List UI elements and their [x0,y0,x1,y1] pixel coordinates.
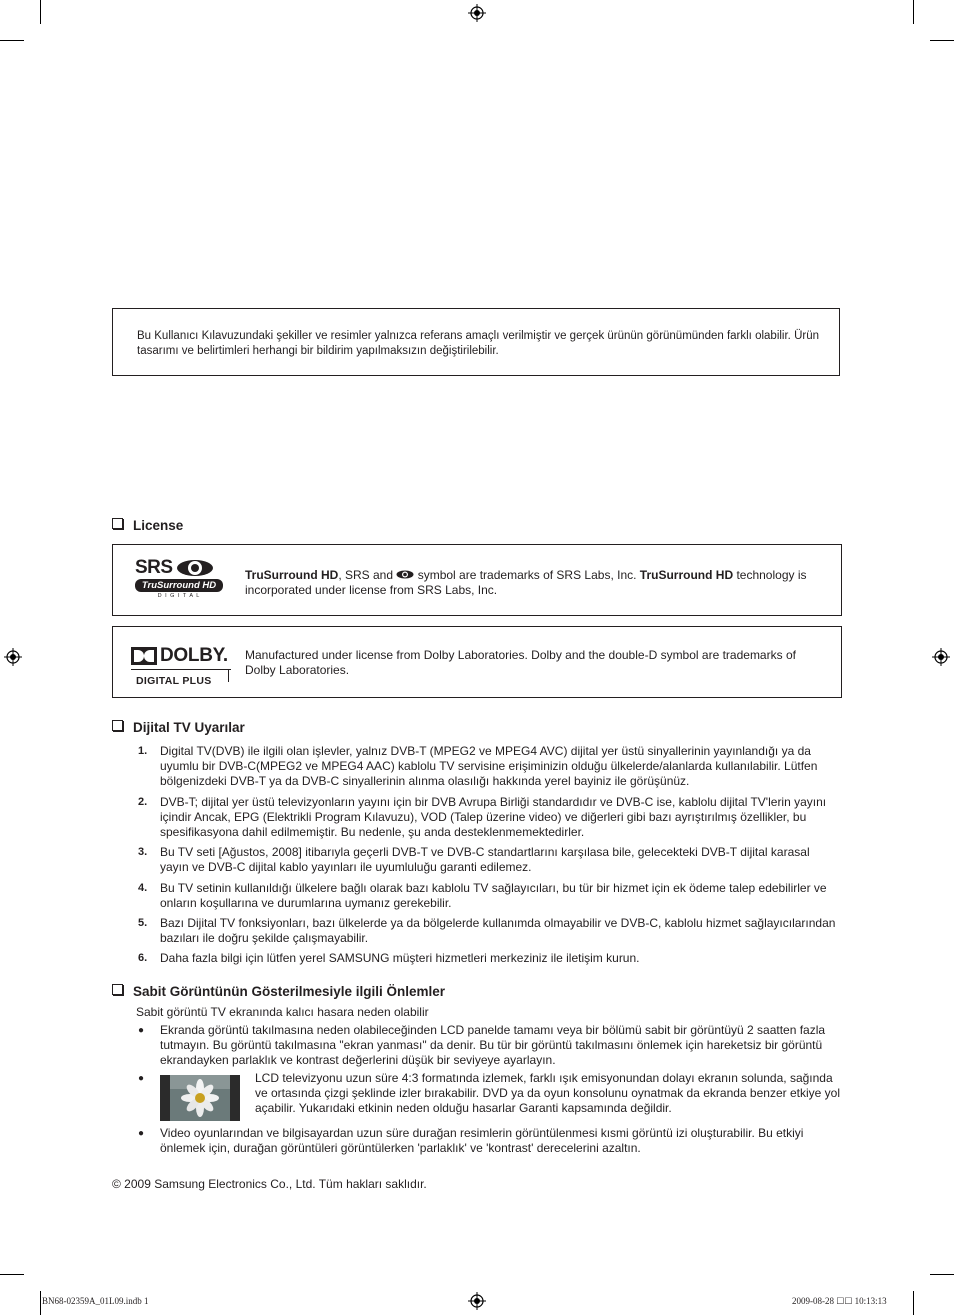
srs-license-box [112,544,842,616]
checkbox-square-icon [112,720,123,731]
crop-mark [930,40,954,41]
flower-icon [160,1075,240,1121]
dolby-license-box [112,626,842,698]
crop-mark [930,1274,954,1275]
registration-mark-icon [468,4,486,22]
checkbox-square-icon [112,518,123,529]
footer-timestamp: 2009-08-28 ☐☐ 10:13:13 [792,1296,887,1306]
list-item: 1. Digital TV(DVB) ile ilgili olan işlevler, yalnız DVB-T (MPEG2 ve MPEG4 AVC) dijital yer üstü sinyallerinin yayınlandığı ya da uyumlu bir DVB-C(MPEG2 ve MPEG4 AAC) kablolu TV servisine erişiminizin olduğu ülkelerde/alanlarda kullanılabilir. Lütfen bölgenizdeki DVB-T ya da DVB-C sinyallerinin alınma olasılığı hakkında yerel bayiniz ile görüşünüz. [138,744,818,788]
crop-mark [0,40,24,41]
still-image-intro: Sabit görüntü TV ekranında kalıcı hasara neden olabilir [136,1005,429,1019]
list-item: 2. DVB-T; dijital yer üstü televizyonların yayını için bir DVB Avrupa Birliği standardıdır ve DVB-C ise, kablolu dijital TV'lerin yayını içindir Ancak, EPG (Elektrikli Program Kılavuzu), VOD (Talep üzerine video) ve diğerleri gibi bazı ayrıştırılmış özellikler, bu spesifikasyona dahil edilmemiştir. Bu nedenle, şu anda desteklenmemektedirler. [138,795,827,839]
list-item: ● Video oyunlarından ve bilgisayardan uzun süre durağan resimlerin görüntülenmesi kısmi görüntü izi oluşturabilir. Bu etkiyi önlemek için, durağan görüntüleri görüntülerken 'parlaklık' ve 'kontrast' derecelerini azaltın. [138,1126,804,1155]
copyright-text: © 2009 Samsung Electronics Co., Ltd. Tüm hakları saklıdır. [112,1177,427,1191]
srs-symbol-icon [396,570,414,579]
disclaimer-box [112,308,840,376]
checkbox-square-icon [112,984,123,995]
srs-circle-icon [175,559,215,577]
dolby-logo: DOLBY. DIGITAL PLUS [131,645,231,685]
dolby-double-d-icon [131,647,157,665]
crop-mark [40,0,41,24]
list-item: 3. Bu TV seti [Ağustos, 2008] itibarıyla geçerli DVB-T ve DVB-C standartlarını karşılasa bile, gelecekteki DVB-T dijital karasal yayın ve DVB-C dijital kablo yayınları ile uyumluluğu garanti edilemez. [138,845,810,874]
list-item: ● Ekranda görüntü takılmasına neden olabileceğinden LCD panelde tamamı veya bir bölümü sabit bir görüntüyü 2 saatten fazla tutmayın. Bu görüntü takılmasına "ekran yanması" da denir. Bu tür bir görüntü takılmasını önlemek için hareketsiz bir görüntü ekrandayken parlaklık ve kontrast değerlerini düşük bir seviyeye ayarlayın. [138,1023,826,1067]
srs-license-text: TruSurround HD, SRS and symbol are trademarks of SRS Labs, Inc. TruSurround HD technology is incorporated under license from SRS Labs, Inc. [245,568,807,597]
dtv-heading: Dijital TV Uyarılar [112,720,245,735]
registration-mark-icon [4,648,22,666]
list-item: 6. Daha fazla bilgi için lütfen yerel SAMSUNG müşteri hizmetleri merkeziniz ile iletişim kurun. [138,951,640,965]
registration-mark-icon [468,1292,486,1310]
crop-mark [913,0,914,24]
dolby-license-text: Manufactured under license from Dolby Laboratories. Dolby and the double-D symbol are trademarks of Dolby Laboratories. [245,648,796,677]
footer-file-name: BN68-02359A_01L09.indb 1 [42,1296,149,1306]
registration-mark-icon [932,648,950,666]
flower-screen-image [160,1075,240,1121]
list-item: ● LCD televizyonu uzun süre 4:3 formatında izlemek, farklı ışık emisyonundan dolayı ekranın solunda, sağında ve ortasında çizgi şeklinde izler bırakabilir. DVD ya da oyun konsolunu oynatmak da ekranda benzer etkiye yol açabilir. Yukarıdaki etkinin neden olduğu hasarlar Garanti kapsamında değildir. [138,1071,843,1116]
crop-mark [0,1274,24,1275]
list-item: 5. Bazı Dijital TV fonksiyonları, bazı ülkelerde ya da bölgelerde kullanımda olmayabilir ve DVB-C, kablolu hizmet sağlayıcılarından bazıları ile doğru şekilde çalışmayabilir. [138,916,836,945]
still-image-heading: Sabit Görüntünün Gösterilmesiyle ilgili Önlemler [112,984,445,999]
disclaimer-text: Bu Kullanıcı Kılavuzundaki şekiller ve resimler yalnızca referans amaçlı verilmiştir ve gerçek ürünün görünümünden farklı olabilir. Ürün tasarımı ve belirtimleri herhangi bir bildirim yapılmaksızın değiştirilebilir. [137,330,819,357]
crop-mark [913,1291,914,1315]
srs-logo: SRS TruSurround HD D I G I T A L [135,558,223,602]
list-item: 4. Bu TV setinin kullanıldığı ülkelere bağlı olarak bazı kablolu TV sağlayıcıları, bu tür bir hizmet için ek ödeme talep edebilirler ve onların koşullarına ve durumlarına uymanız gerekebilir. [138,881,827,910]
crop-mark [40,1291,41,1315]
license-heading: License [112,518,183,533]
